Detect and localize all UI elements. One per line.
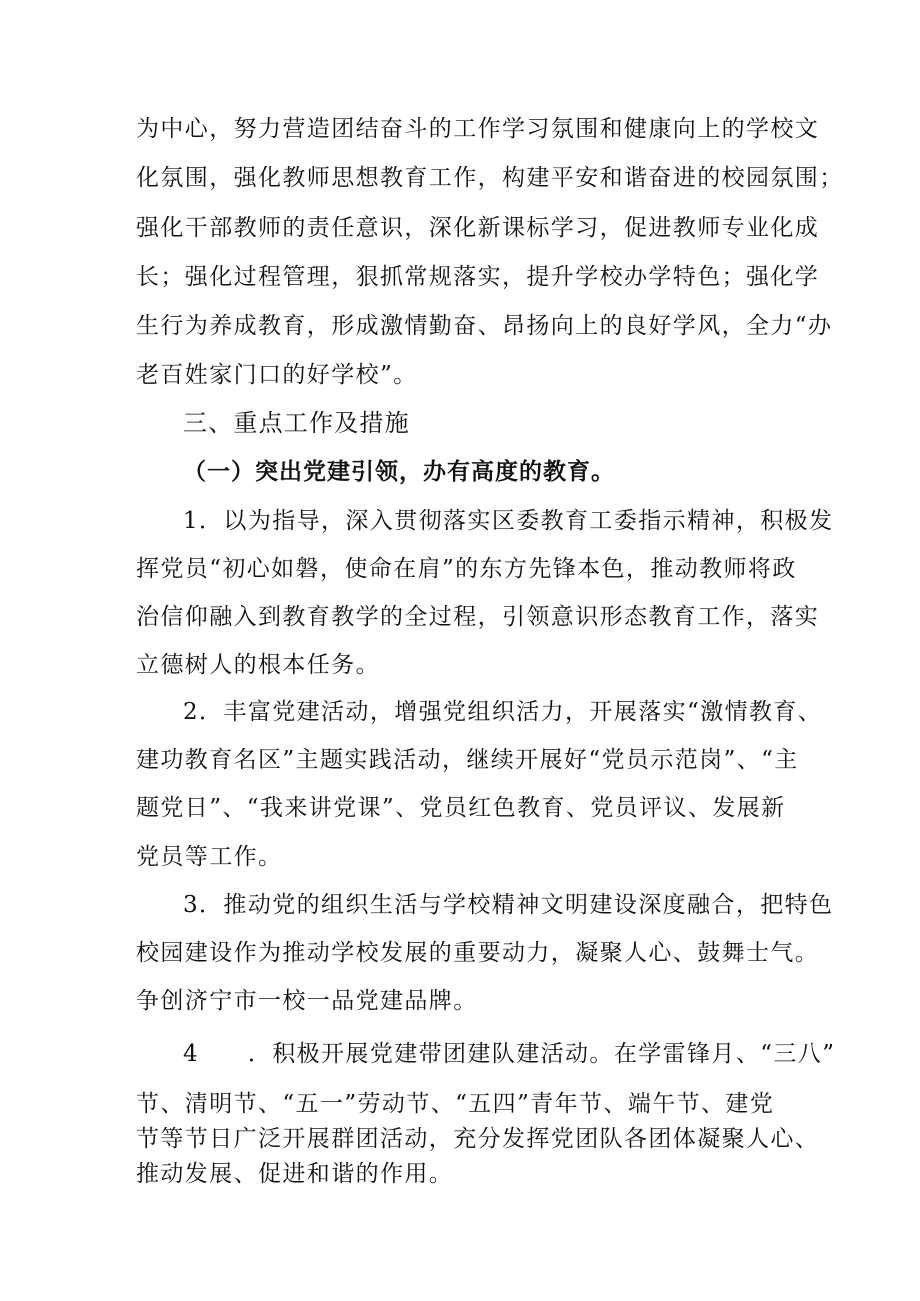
item-1-line: 立德树人的根本任务。 <box>136 652 380 678</box>
item-1-line: 治信仰融入到教育教学的全过程，引领意识形态教育工作，落实 <box>136 604 820 630</box>
paragraph-line: 强化干部教师的责任意识，深化新课标学习，促进教师专业化成 <box>136 215 820 241</box>
paragraph-line: 长；强化过程管理，狠抓常规落实，提升学校办学特色；强化学 <box>136 264 820 290</box>
item-1-line: 挥党员“初心如磐，使命在肩”的东方先锋本色，推动教师将政 <box>136 556 797 582</box>
item-3-line: 3．推动党的组织生活与学校精神文明建设深度融合，把特色 <box>183 892 834 918</box>
paragraph-line: 化氛围，强化教师思想教育工作，构建平安和谐奋进的校园氛围； <box>136 165 844 191</box>
item-3-line: 校园建设作为推动学校发展的重要动力，凝聚人心、鼓舞士气。 <box>136 940 820 966</box>
section-heading: 三、重点工作及措施 <box>183 409 410 437</box>
paragraph-line: 生行为养成教育，形成激情勤奋、昂扬向上的良好学风，全力“办 <box>136 313 833 339</box>
item-4-line: 4 ．积极开展党建带团建队建活动。在学雷锋月、“三八” <box>183 1041 836 1067</box>
item-4-line: 节、清明节、“五一”劳动节、“五四”青年节、端午节、建党 <box>136 1091 775 1117</box>
item-2-line: 党员等工作。 <box>136 844 283 870</box>
item-4-line: 推动发展、促进和谐的作用。 <box>136 1161 454 1187</box>
item-3-line: 争创济宁市一校一品党建品牌。 <box>136 988 478 1014</box>
item-2-line: 2．丰富党建活动，增强党组织活力，开展落实“激情教育、 <box>183 699 823 725</box>
paragraph-line: 为中心，努力营造团结奋斗的工作学习氛围和健康向上的学校文 <box>136 116 820 142</box>
paragraph-line: 老百姓家门口的好学校”。 <box>136 362 418 388</box>
item-2-line: 建功教育名区”主题实践活动，继续开展好“党员示范岗”、“主 <box>136 747 799 773</box>
item-1-line: 1．以为指导，深入贯彻落实区委教育工委指示精神，积极发 <box>183 508 834 534</box>
item-4-line: 节等节日广泛开展群团活动，充分发挥党团队各团体凝聚人心、 <box>136 1126 820 1152</box>
subsection-heading: （一）突出党建引领，办有高度的教育。 <box>183 459 615 485</box>
item-2-line: 题党日”、“我来讲党课”、党员红色教育、党员评议、发展新 <box>136 795 786 821</box>
